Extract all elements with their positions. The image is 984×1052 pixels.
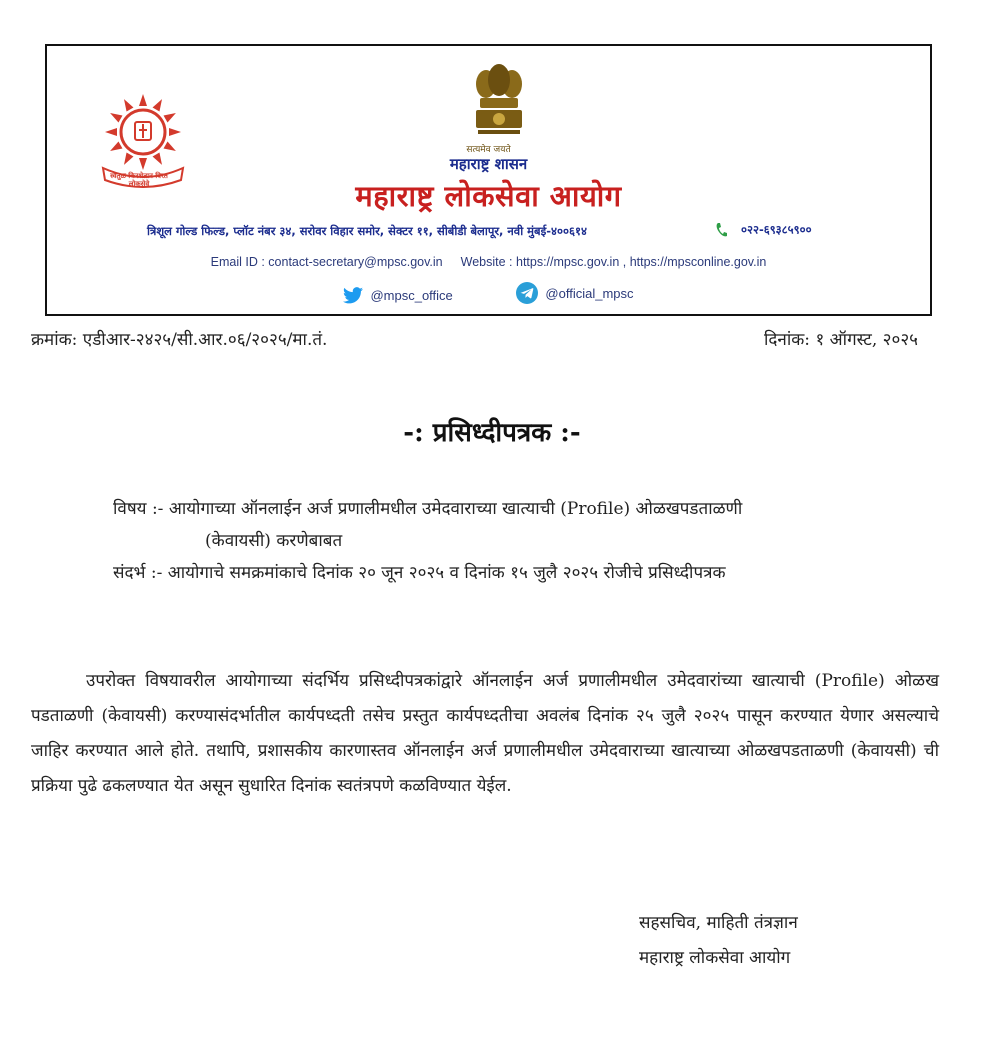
twitter-link[interactable] [343,287,452,304]
letterhead [45,44,932,316]
signature-block [639,906,798,976]
notice-body: उपरोक्त विषयावरील आयोगाच्या संदर्भिय प्रसिध्दीपत्रकांद्वारे ऑनलाईन अर्ज प्रणालीमधील उमेदवारांच्या खात्याची (Profile) ओळख पडताळणी (केवायसी) करण्यासंदर्भातील कार्यपध्दती तसेच प्रस्तुत कार्यपध्दतीचा अवलंब दिनांक २५ जुलै २०२५ पासून करण्यात येणार असल्याचे जाहिर करण्यात आले होते. तथापि, प्रशासकीय कारणास्तव ऑनलाईन अर्ज प्रणालीमधील उमेदवाराच्या खात्याच्या ओळखपडताळणी (केवायसी) ची प्रक्रिया पुढे ढकलण्यात येत असून सुधारित दिनांक स्वतंत्रपणे कळविण्यात येईल. [31,671,939,796]
website-text[interactable]: Website : https://mpsc.gov.in , https://mpsconline.gov.in [460,255,767,269]
social-links [47,282,930,307]
logo-motto: स्वतुळ किरशेतान विरत लोकसेवे [110,172,168,188]
emblem-caption: सत्यमेव जयते [466,145,511,155]
reference-number: क्रमांक: एडीआर-२४२५/सी.आर.०६/२०२५/मा.तं. [31,330,328,350]
telegram-link[interactable] [516,282,633,304]
signatory-organization: महाराष्ट्र लोकसेवा आयोग [639,948,791,968]
reference-date: दिनांक: १ ऑगस्ट, २०२५ [763,330,918,350]
subject-line: विषय :- आयोगाच्या ऑनलाईन अर्ज प्रणालीमधील उमेदवाराच्या खात्याची (Profile) ओळखपडताळणी [113,499,743,519]
contact-line [47,255,930,269]
email-text[interactable]: Email ID : contact-secretary@mpsc.gov.in [210,255,443,269]
phone-icon [715,222,729,238]
ashoka-emblem [470,62,528,154]
notice-title: -: प्रसिध्दीपत्रक :- [403,418,581,448]
phone-contact [715,222,812,238]
subject-line-continued: (केवायसी) करणेबाबत [205,531,343,551]
twitter-handle: @mpsc_office [370,288,453,303]
signatory-designation: सहसचिव, माहिती तंत्रज्ञान [639,913,798,933]
subject-block [113,493,913,589]
reference-line: संदर्भ :- आयोगाचे समक्रमांकाचे दिनांक २० जून २०२५ व दिनांक १५ जुलै २०२५ रोजीचे प्रसिध्दीपत्रक [113,563,726,583]
telegram-icon [516,282,538,304]
twitter-icon [343,287,363,304]
government-title: महाराष्ट्र शासन [449,155,528,173]
phone-number: ०२२-६९३८५९०० [741,222,812,237]
telegram-handle: @official_mpsc [545,285,634,301]
organization-title: महाराष्ट्र लोकसेवा आयोग [355,179,622,213]
office-address: त्रिशूल गोल्ड फिल्ड, प्लॉट नंबर ३४, सरोवर विहार समोर, सेक्टर ११, सीबीडी बेलापूर, नवी मुंबई-४००६१४ [147,224,587,238]
